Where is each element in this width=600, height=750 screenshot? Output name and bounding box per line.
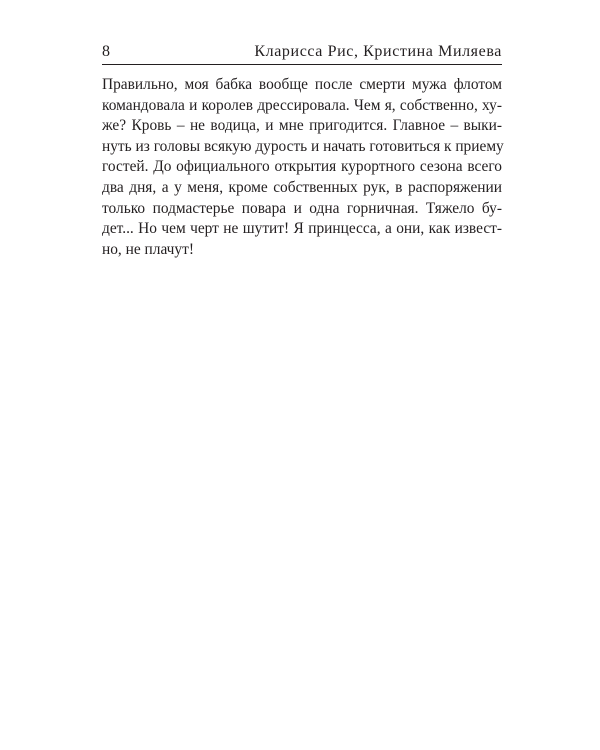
text-line: только подмастерье повара и одна горничная. Тяжело бу- — [102, 199, 502, 217]
text-line: нуть из головы всякую дурость и начать готовиться к приему — [102, 137, 504, 155]
text-line: дет... Но чем черт не шутит! Я принцесса, а они, как извест- — [102, 220, 502, 238]
text-line: но, не плачут! — [102, 240, 194, 258]
page-number: 8 — [102, 43, 111, 60]
running-header — [102, 42, 502, 65]
header-authors: Кларисса Рис, Кристина Миляева — [254, 43, 502, 60]
text-line: гостей. До официального открытия курортного сезона всего — [102, 158, 502, 176]
body-paragraph — [102, 75, 502, 260]
text-line: командовала и королев дрессировала. Чем я, собственно, ху- — [102, 96, 502, 114]
text-line: же? Кровь – не водица, и мне пригодится. Главное – выки- — [102, 117, 502, 135]
text-line: два дня, а у меня, кроме собственных рук, в распоряжении — [102, 178, 502, 196]
text-line: Правильно, моя бабка вообще после смерти мужа флотом — [102, 76, 502, 93]
